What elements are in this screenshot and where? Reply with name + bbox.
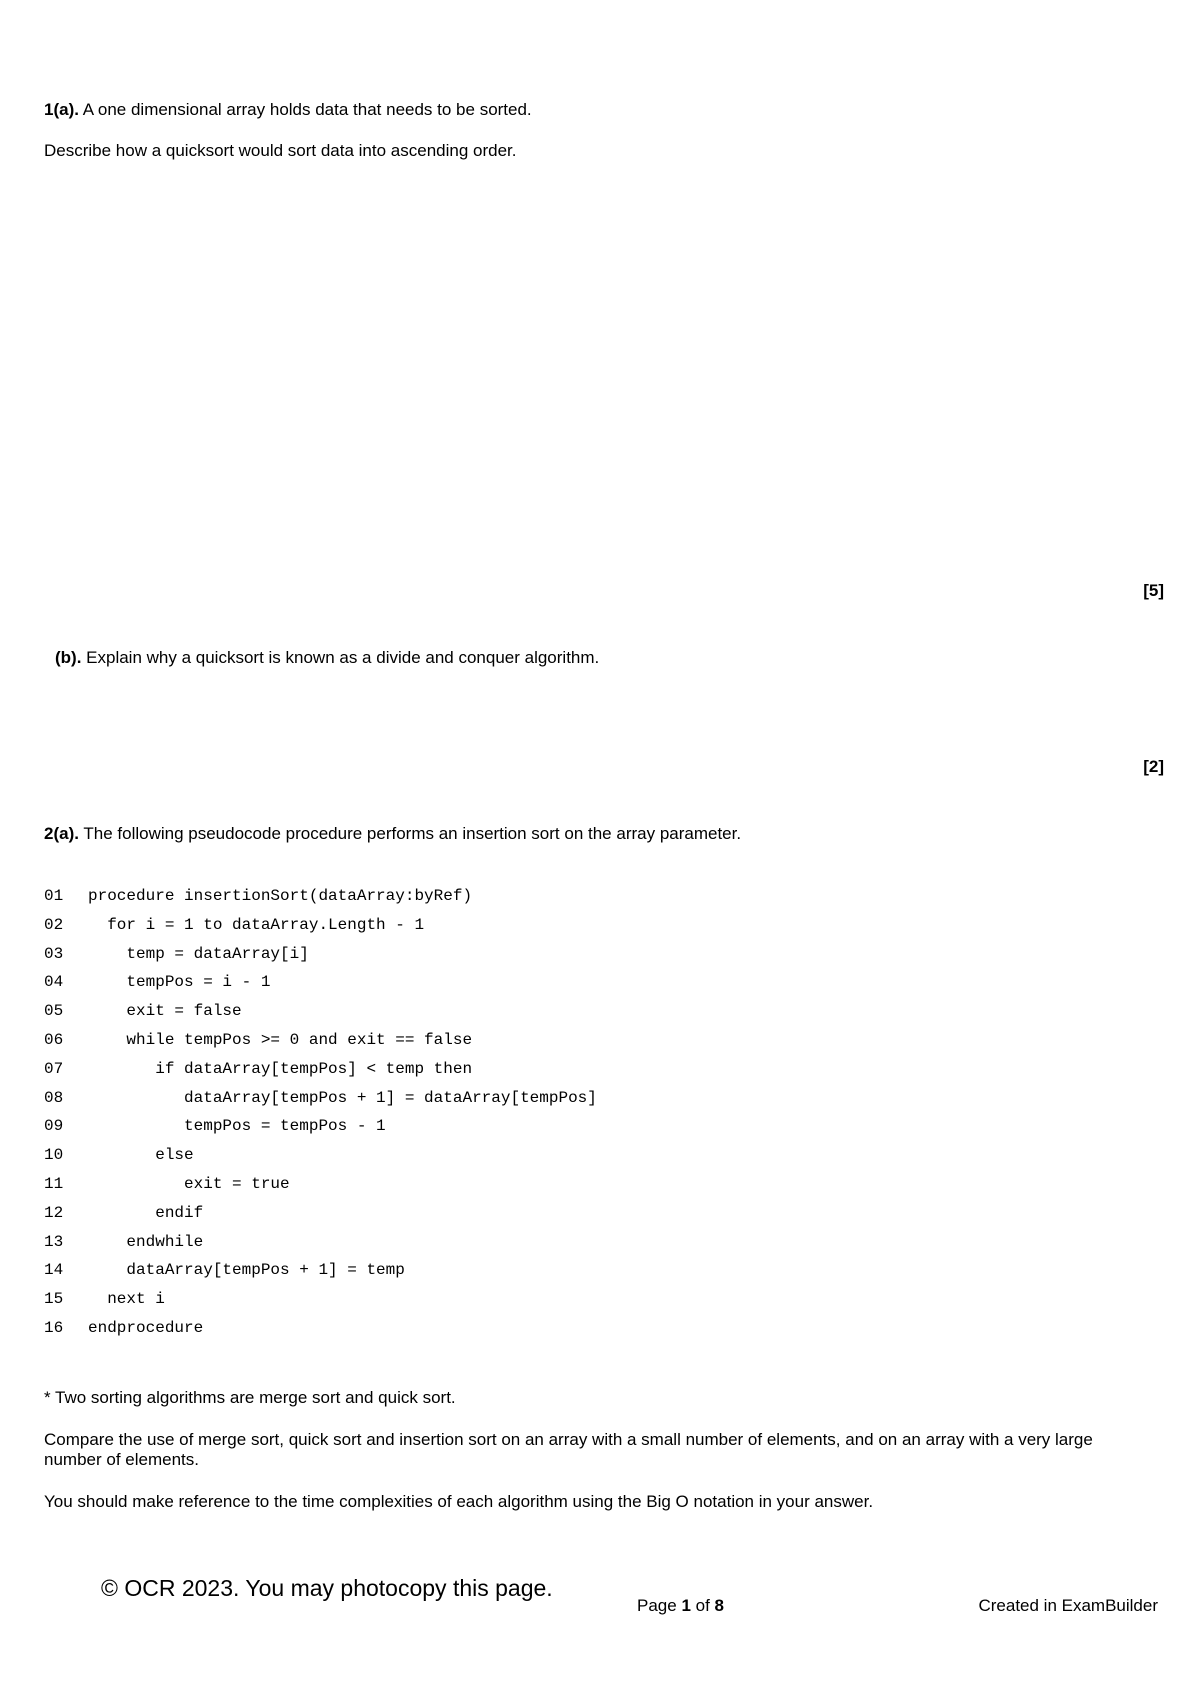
- code-text: tempPos = tempPos - 1: [88, 1117, 386, 1136]
- code-line: [44, 1285, 597, 1314]
- line-number: 05: [44, 1002, 64, 1021]
- line-number: 16: [44, 1318, 64, 1337]
- pseudocode-block: [44, 882, 597, 1343]
- question-text: The following pseudocode procedure performs an insertion sort on the array parameter.: [78, 824, 742, 843]
- code-line: [44, 1084, 597, 1113]
- code-text: while tempPos >= 0 and exit == false: [88, 1030, 473, 1049]
- code-line: [44, 1112, 597, 1141]
- code-line: [44, 911, 597, 940]
- paragraph: * Two sorting algorithms are merge sort and quick sort.: [44, 1388, 456, 1407]
- code-line: [44, 882, 597, 911]
- line-number: 11: [44, 1174, 64, 1193]
- paragraph: Compare the use of merge sort, quick sort and insertion sort on an array with a small number of elements, and on an array with a very large number of elements.: [44, 1430, 1093, 1469]
- page-of: of: [690, 1596, 715, 1615]
- code-line: [44, 1170, 597, 1199]
- code-line: [44, 1141, 597, 1170]
- code-line: [44, 1026, 597, 1055]
- line-number: 06: [44, 1030, 64, 1049]
- question-2a: [44, 824, 741, 844]
- code-text: dataArray[tempPos + 1] = dataArray[tempPos]: [88, 1088, 597, 1107]
- code-line: [44, 1314, 597, 1343]
- code-text: next i: [88, 1290, 165, 1309]
- code-text: endwhile: [88, 1232, 204, 1251]
- line-number: 07: [44, 1059, 64, 1078]
- line-number: 03: [44, 944, 64, 963]
- code-text: if dataArray[tempPos] < temp then: [88, 1059, 473, 1078]
- line-number: 12: [44, 1203, 64, 1222]
- line-number: 15: [44, 1290, 64, 1309]
- code-text: exit = true: [88, 1174, 290, 1193]
- line-number: 14: [44, 1261, 64, 1280]
- code-text: else: [88, 1146, 194, 1165]
- question-1a: [44, 100, 532, 120]
- code-text: dataArray[tempPos + 1] = temp: [88, 1261, 405, 1280]
- code-text: temp = dataArray[i]: [88, 944, 309, 963]
- page-prefix: Page: [637, 1596, 682, 1615]
- line-number: 09: [44, 1117, 64, 1136]
- question-number: (b).: [55, 648, 82, 667]
- code-line: [44, 1055, 597, 1084]
- question-1b: [55, 648, 599, 668]
- question-number: 2(a).: [44, 824, 79, 843]
- page-number: [637, 1596, 724, 1616]
- line-number: 01: [44, 887, 64, 905]
- marks-label: [5]: [1143, 581, 1164, 600]
- created-in-label: Created in ExamBuilder: [978, 1596, 1158, 1615]
- code-line: [44, 997, 597, 1026]
- code-text: for i = 1 to dataArray.Length - 1: [88, 915, 425, 934]
- line-number: 10: [44, 1146, 64, 1165]
- code-text: endif: [88, 1203, 204, 1222]
- question-1a-prompt: Describe how a quicksort would sort data into ascending order.: [44, 141, 517, 160]
- marks-label: [2]: [1143, 757, 1164, 776]
- copyright-notice: © OCR 2023. You may photocopy this page.: [101, 1575, 553, 1601]
- page-current: 1: [681, 1596, 691, 1615]
- page-total: 8: [714, 1596, 724, 1615]
- question-text: A one dimensional array holds data that needs to be sorted.: [78, 100, 532, 119]
- line-number: 13: [44, 1232, 64, 1251]
- question-text: Explain why a quicksort is known as a divide and conquer algorithm.: [81, 648, 600, 667]
- code-text: procedure insertionSort(dataArray:byRef): [88, 887, 473, 905]
- code-text: endprocedure: [88, 1318, 204, 1337]
- code-line: [44, 1256, 597, 1285]
- line-number: 08: [44, 1088, 64, 1107]
- code-text: exit = false: [88, 1002, 242, 1021]
- paragraph: You should make reference to the time complexities of each algorithm using the Big O notation in your answer.: [44, 1492, 874, 1511]
- code-line: [44, 940, 597, 969]
- code-text: tempPos = i - 1: [88, 973, 271, 992]
- code-line: [44, 1228, 597, 1257]
- line-number: 04: [44, 973, 64, 992]
- code-line: [44, 968, 597, 997]
- line-number: 02: [44, 915, 64, 934]
- question-number: 1(a).: [44, 100, 79, 119]
- code-line: [44, 1199, 597, 1228]
